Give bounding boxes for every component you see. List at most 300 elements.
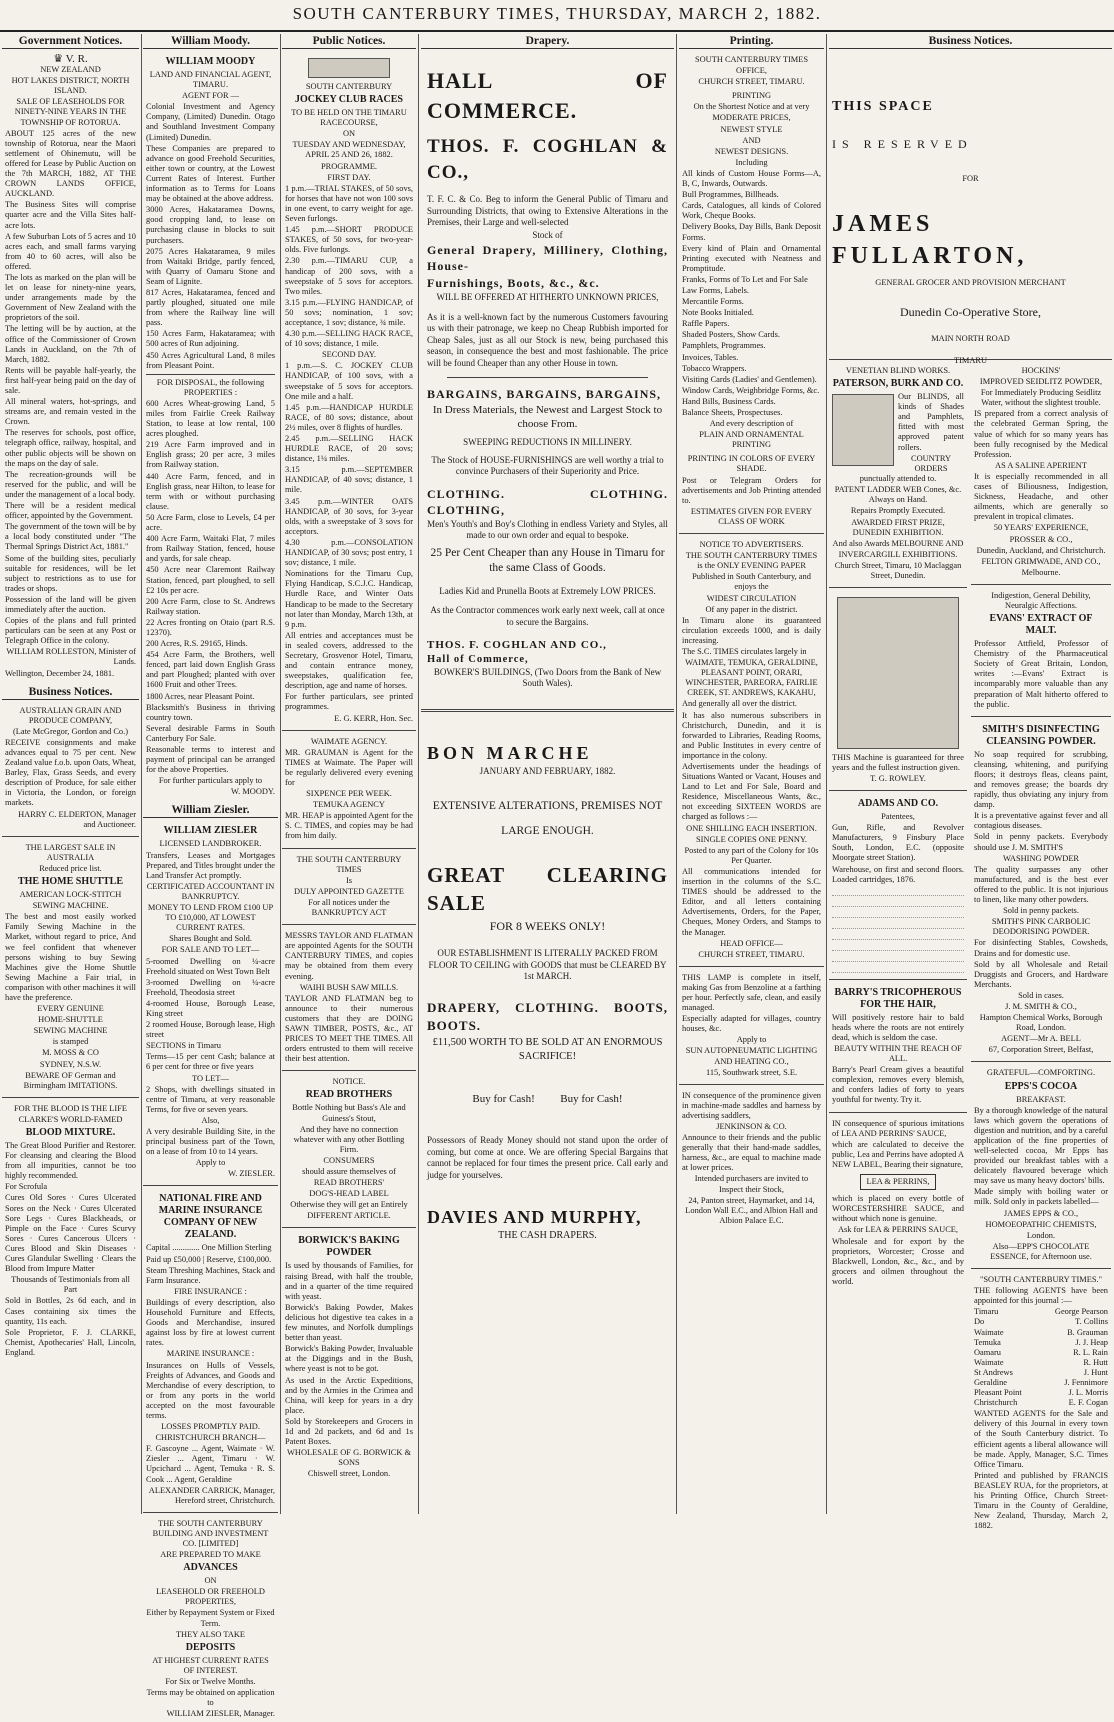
business-subcolumn-left <box>829 363 967 1290</box>
ad-line: TIMARU <box>953 356 988 366</box>
ad-signature: HARRY C. ELDERTON, Manager and Auctioneer. <box>18 809 136 829</box>
epps-cocoa-ad <box>971 1065 1111 1265</box>
ad-signature: THOS. F. COGHLAN AND CO., <box>427 639 607 651</box>
race-entry: 1 p.m.—S. C. JOCKEY CLUB HANDICAP, of 100 sovs, with a sweepstake of 5 sovs for acceptors. One mile and a half. <box>285 361 413 401</box>
printing-service-item: Pamphlets, Programmes. <box>682 341 766 351</box>
ad-body: Barry's Pearl Cream gives a beautiful complexion, removes every blemish, and confers ladies of forty to years youthful for twenty. Try it. <box>832 1065 964 1105</box>
property-listing: 22 Acres fronting on Otaio (part R.S. 12370). <box>146 617 275 637</box>
ad-body: For disinfecting Stables, Cowsheds, Drains and for domestic use. <box>974 938 1108 958</box>
agent-row <box>974 1348 1108 1358</box>
racehorses-illustration <box>308 58 390 78</box>
ad-subheading: FOR SALE AND TO LET— <box>161 945 260 955</box>
column-heading: Public Notices. <box>282 34 416 49</box>
ad-body: Insurances on Hulls of Vessels, Freights of Advances, and Goods and Merchandise of every description, to or from any ports in the world accepted on the most favourable terms. <box>146 1360 275 1420</box>
property-listing: 5-roomed Dwelling on ¼-acre Freehold situated on West Town Belt <box>146 956 275 976</box>
column-heading: Printing. <box>679 34 824 49</box>
ad-line: Church Street, Timaru, 10 Maclaggan Street, Dunedin. <box>834 560 962 580</box>
ad-line: £11,500 WORTH TO BE SOLD AT AN ENORMOUS SACRIFICE! <box>432 1036 663 1062</box>
ad-line: CONSUMERS <box>323 1155 375 1165</box>
ad-line: LOSSES PROMPTLY PAID. <box>161 1422 260 1432</box>
ad-title: ADVANCES <box>183 1562 238 1574</box>
ad-heading: DRAPERY, CLOTHING. BOOTS, BOOTS. <box>427 999 668 1033</box>
ad-body: which are calculated to deceive the public, Lea and Perrins have adopted A NEW LABEL, Bearing their signature, <box>832 1139 964 1169</box>
ad-line: And also Awards MELBOURNE AND INVERCARGILL EXHIBITIONS. <box>832 539 964 559</box>
jockey-club-races-ad <box>282 52 416 727</box>
property-listing: 50 Acre Farm, close to Levels, £4 per acre. <box>146 512 275 533</box>
ad-line: MODERATE PRICES, <box>712 113 791 123</box>
ad-subheading: LAND AND FINANCIAL AGENT, TIMARU. <box>149 70 272 90</box>
circulation-towns: WAIMATE, TEMUKA, GERALDINE, PLEASANT POINT, ORARI, WINCHESTER, PAREORA, FAIRLIE CREEK, ST. ANDREWS, KAKAHU, <box>685 658 818 698</box>
race-entry: 2.45 p.m.—SELLING HACK HURDLE RACE, of 20 sovs; distance, 1¼ miles. <box>285 434 413 464</box>
sewing-machine-illustration <box>837 597 959 749</box>
ad-subheading: FIRST DAY. <box>327 172 371 182</box>
ad-line: is stamped <box>52 1037 89 1047</box>
signature-label <box>860 1174 936 1190</box>
ad-body: Announce to their friends and the public generally that their hand-made saddles, harness, &c., are equal to machine made at lower prices. <box>682 1133 821 1173</box>
printing-service-item: Cards, Catalogues, all kinds of Colored Work, Cheque Books. <box>682 201 821 221</box>
printing-service-item: Window Cards, Weighbridge Forms, &c. <box>682 385 820 395</box>
ad-title: BON MARCHE <box>427 742 593 763</box>
ad-body: RECEIVE consignments and make advances equal to 75 per cent. New Zealand value f.o.b. upon Oats, Wheat, Barley, Flax, Grass Seeds, and every description of Produce, for sale either in Victoria, the London, or foreign markets. <box>5 737 137 808</box>
ad-heading: TEMUKA AGENCY <box>313 800 385 810</box>
ad-body: THIS Machine is guaranteed for three years and the fullest instruction given. <box>832 752 964 772</box>
blood-mixture-ad <box>2 1101 139 1361</box>
printing-service-item: Bull Programmes, Billheads. <box>682 190 779 200</box>
ad-line: IMPROVED SEIDLITZ POWDER, <box>979 377 1103 387</box>
agent-name: George Pearson <box>1054 1307 1108 1317</box>
ad-body: Sold in Bottles, 2s 6d each, and in Cases containing six times the quantity, 11s each. <box>5 1296 136 1326</box>
gazette-notice <box>282 852 416 922</box>
ad-line: Paid up £50,000 | Reserve, £100,000. <box>146 1254 272 1264</box>
ad-line: On the Shortest Notice and at very <box>693 102 810 112</box>
ad-line: Otherwise they will get an Entirely <box>290 1200 408 1210</box>
borwick-baking-powder-ad <box>282 1231 416 1482</box>
race-entry: 1 p.m.—TRIAL STAKES, of 50 sovs, for horses that have not won 100 sovs in one event, to carry weight for age. Seven furlongs. <box>285 183 413 224</box>
ad-line: MONEY TO LEND FROM £100 UP TO £10,000, AT LOWEST CURRENT RATES. <box>147 903 274 933</box>
buy-for-cash-line <box>427 1094 668 1106</box>
ad-line: Thousands of Testimonials from all Part <box>11 1275 130 1295</box>
ad-subheading: LICENSED LANDBROKER. <box>159 839 262 849</box>
ad-body: Especially adapted for villages, country houses, &c. <box>682 1014 821 1034</box>
ad-subheading: Reduced price list. <box>39 863 102 873</box>
ad-line: FELTON GRIMWADE, AND CO., <box>981 556 1101 566</box>
ad-subheading: (Late McGregor, Gordon and Co.) <box>12 726 129 736</box>
notice-paragraph: All mineral waters, hot-springs, and streams are, and remain vested in the Crown. <box>5 397 136 427</box>
ad-line: NEWEST DESIGNS. <box>714 146 789 156</box>
hall-of-commerce-ad <box>421 52 674 695</box>
bon-marche-ad <box>421 715 674 1247</box>
ad-body: Advertisements under the headings of Situations Wanted or Vacant, Houses and Land to Let and For Sale, Board and Residence, Miscellaneous Wants, &c., not exceeding SIXTEEN WORDS are charged as follows :— <box>682 762 821 822</box>
printing-service-item: Balance Sheets, Prospectuses. <box>682 408 783 417</box>
ad-signature: W. ZIESLER. <box>228 1169 275 1179</box>
ad-line: HEAD OFFICE— <box>720 938 783 948</box>
ad-body: Professor Attfield, Professor of Chemistry of the Pharmaceutical Society of Great Britain, London, writes :—Evans' Extract is incomparably more valuable than any preparation of Malt hitherto offered to the public. <box>974 639 1108 709</box>
ad-line: FOR <box>962 174 979 183</box>
ad-heading: NOTICE. <box>332 1077 366 1087</box>
ad-line: WIDEST CIRCULATION <box>706 593 797 603</box>
printing-service-item: Delivery Books, Day Bills, Bank Deposit Forms. <box>682 222 821 242</box>
ad-title: THE HOME SHUTTLE <box>17 876 124 888</box>
notice-paragraph: The reserves for schools, post office, telegraph office, railway, hospital, and other public objects will be shown on the maps on the day of sale. <box>5 428 136 468</box>
column-rule <box>141 34 142 1514</box>
ad-body: MR. HEAP is appointed Agent for the S. C. TIMES, and copies may be had from him daily. <box>285 811 413 841</box>
ad-body: In Timaru alone its guaranteed circulation exceeds 1000, and is daily increasing. <box>682 615 821 645</box>
ad-signature: ALEXANDER CARRICK, Manager, Hereford street, Christchurch. <box>148 1485 275 1505</box>
home-shuttle-ad <box>2 840 139 1094</box>
ad-line: BREAKFAST. <box>1016 1094 1066 1104</box>
ad-line: THE CASH DRAPERS. <box>498 1230 597 1241</box>
ad-line: For all notices under the BANKRUPTCY ACT <box>308 897 390 918</box>
sewing-machine-ad <box>829 591 967 787</box>
ad-line: DIFFERENT ARTICLE. <box>307 1211 391 1221</box>
ad-title: READ BROTHERS <box>305 1089 393 1101</box>
notice-paragraph: The Business Sites will comprise quarter acre and the Villa Sites half-acre lots. <box>5 200 136 230</box>
ad-body: For further particulars, see printed programmes. <box>285 692 413 712</box>
race-entry: 3.45 p.m.—WINTER OATS HANDICAP, of 30 sovs, for 3-year olds, with a sweepstake of 3 sovs for acceptors. <box>285 496 413 536</box>
ad-line: AT HIGHEST CURRENT RATES OF INTEREST. <box>152 1655 269 1675</box>
ad-line: LEA & PERRINS, <box>866 1177 930 1187</box>
ad-line: Buy for Cash! <box>560 1092 623 1105</box>
ad-signature: E. G. KERR, Hon. Sec. <box>334 713 413 723</box>
notice-paragraph: The recreation-grounds will be reserved for the public, and will be under the management of a local body. <box>5 469 136 499</box>
ad-heading: AUSTRALIAN GRAIN AND PRODUCE COMPANY, <box>19 705 122 725</box>
column-heading: Business Notices. <box>829 34 1112 49</box>
taylor-flatman-notice <box>282 928 416 1067</box>
ad-line: SMITH'S PINK CARBOLIC DEODORISING POWDER. <box>991 917 1091 937</box>
agents-list-notice <box>971 1272 1111 1534</box>
ad-line: 115, Southwark street, S.E. <box>705 1067 798 1077</box>
ad-line: BEWARE OF German and Birmingham IMITATIONS. <box>23 1070 118 1090</box>
notice-paragraph: Some of the building sites, peculiarly suitable for residences, will be let subject to restrictions as to use for trades or shops. <box>5 553 136 593</box>
race-entry: 4.30 p.m.—SELLING HACK RACE, of 10 sovs; distance, 1 mile. <box>285 329 413 349</box>
ad-heading: BARGAINS, BARGAINS, BARGAINS, <box>427 387 662 401</box>
property-listing: 200 Acres, R.S. 29165, Hinds. <box>146 639 248 649</box>
notice-paragraph: ABOUT 125 acres of the new township of Rotorua, near the Maori settlement of Ohinemutu, will be offered for Lease by Public Auction on the 7th MARCH, 1882, AT THE CROWN LANDS OFFICE, AUCKLAND. <box>5 128 136 199</box>
ad-body: IN consequence of the prominence given in machine-made saddles and harness by advertising saddlers, <box>682 1090 821 1120</box>
property-listing: 2 Shops, with dwellings situated in centre of Timaru, at very reasonable Terms, for five or seven years. <box>146 1084 275 1114</box>
ad-body: The S.C. TIMES circulates largely in <box>682 646 807 656</box>
ad-body: Transfers, Leases and Mortgages Prepared, and Titles brought under the Land Transfer Act promptly. <box>146 850 275 880</box>
ad-title: SMITH'S DISINFECTING CLEANSING POWDER. <box>982 723 1100 747</box>
ad-title: NATIONAL FIRE AND MARINE INSURANCE COMPANY OF NEW ZEALAND. <box>158 1193 263 1241</box>
ad-body: The quality surpasses any other manufactured, and is the best ever offered to the public. It is not injurious to linen, like many other powders. <box>974 864 1108 905</box>
ad-body: Sold by Storekeepers and Grocers in 1d and 2d packets, and 6d and 1s Patent Boxes. <box>285 1416 413 1447</box>
race-entry: 3.15 p.m.—SEPTEMBER HANDICAP, of 40 sovs; distance, 1 mile. <box>285 465 413 495</box>
printing-service-item: All kinds of Custom House Forms—A, B, C, Inwards, Outwards. <box>682 168 821 189</box>
fire-marine-insurance-ad <box>143 1189 278 1508</box>
ad-line: M. MOSS & CO <box>42 1048 99 1058</box>
ad-line: THIS SPACE <box>832 99 934 114</box>
ad-body: By a thorough knowledge of the natural laws which govern the operations of digestion and nutrition, and by a careful application of the fine properties of well-selected cocoa, Mr Epps has provided our breakfast tables with a delicately flavoured beverage which may save us many heavy doctors' bills. <box>974 1105 1108 1186</box>
ad-line: Indigestion, General Debility, Neuralgic Affections. <box>991 590 1091 610</box>
agent-name: B. Grauman <box>1067 1327 1108 1337</box>
agent-town: Christchurch <box>974 1398 1018 1408</box>
firm-name: JAMES FULLARTON, <box>832 211 1028 270</box>
column-business-notices <box>829 34 1112 1531</box>
ad-body: which is placed on every bottle of WORCESTERSHIRE SAUCE, and without which none is genuine. <box>832 1194 964 1224</box>
printing-service-item: Hand Bills, Business Cards. <box>682 396 776 406</box>
ad-line: Chiswell street, London. <box>307 1469 391 1479</box>
agent-row <box>974 1358 1108 1368</box>
ad-line: WHOLESALE OF G. BORWICK & SONS <box>287 1448 411 1468</box>
ad-line: FOR 8 WEEKS ONLY! <box>489 919 606 933</box>
ad-line: Including <box>735 157 768 167</box>
royal-crest <box>5 54 136 64</box>
notice-country: NEW ZEALAND <box>40 65 101 75</box>
waimate-agency-notice <box>282 734 416 845</box>
agent-row <box>974 1307 1108 1317</box>
ad-line: EVERY GENUINE <box>37 1004 104 1014</box>
ad-title: EPPS'S COCOA <box>1004 1080 1078 1092</box>
ad-body: T. F. C. & Co. Beg to inform the General Public of Timaru and Surrounding Districts, that owing to Extensive Alterations in the Premises, their Large and well-selected <box>427 194 668 227</box>
ad-heading: WAIMATE AGENCY. <box>310 736 388 746</box>
agent-name: R. Hutt <box>1083 1357 1108 1367</box>
jenkinson-saddlery-ad <box>679 1088 824 1229</box>
agent-row <box>974 1328 1108 1338</box>
notice-paragraph: The government of the town will be by a local body constituted under "The Thermal Springs District Act, 1881." <box>5 522 136 552</box>
ad-line: NEWEST STYLE <box>720 124 783 134</box>
ad-line: LEASEHOLD OR FREEHOLD PROPERTIES, <box>156 1587 265 1607</box>
ad-signature: Sole Proprietor, F. J. CLARKE, Chemist, Apothecaries' Hall, Lincoln, England. <box>5 1327 136 1357</box>
ad-body: Men's Youth's and Boy's Clothing in endless Variety and Styles, all made to our own order and equal to bespoke. <box>427 518 668 540</box>
ad-line: CERTIFICATED ACCOUNTANT IN BANKRUPTCY. <box>146 881 275 901</box>
ad-body: MR. GRAUMAN is Agent for the TIMES at Waimate. The Paper will be regularly delivered every evening for <box>285 747 413 787</box>
ad-line: London. <box>1026 1230 1056 1240</box>
ad-body: Reasonable terms to interest and payment of principal can be arranged for the above Properties. <box>146 745 275 775</box>
ad-body: IS prepared from a correct analysis of the celebrated German Spring, the value of which for so many years has been fully recognised by the Medical Profession. <box>974 409 1108 459</box>
ad-line: PROSSER & CO., <box>1009 534 1073 544</box>
hockins-seidlitz-ad <box>971 363 1111 581</box>
ad-line: GENERAL GROCER AND PROVISION MERCHANT <box>875 278 1066 288</box>
printing-service-item: Every kind of Plain and Ornamental Printing executed with Neatness and Promptitude. <box>682 243 821 273</box>
ad-line: Sold in penny packets. <box>1003 906 1079 916</box>
ad-body: MESSRS TAYLOR AND FLATMAN are appointed Agents for the SOUTH CANTERBURY TIMES, and copies may be obtained from them every evening. <box>285 931 414 981</box>
column-heading: Drapery. <box>421 34 674 49</box>
ad-line: SUN AUTOPNEUMATIC LIGHTING AND HEATING CO., <box>685 1046 818 1066</box>
ad-line: PRINTING <box>731 91 772 101</box>
evans-malt-ad <box>971 588 1111 713</box>
column-public-notices <box>282 34 416 1514</box>
ad-body: As it is a well-known fact by the numerous Customers favouring us with their patronage, we keep no Cheap Rubbish imported for Cheap Sales, just as all our Stock is new, being purchased this season, in consequence the best and most fashionable. The price will be found Cheaper than any other House in town. <box>427 311 668 368</box>
printing-service-item: Visiting Cards (Ladies' and Gentlemen). <box>682 374 817 384</box>
ad-body: OUR ESTABLISHMENT IS LITERALLY PACKED FROM FLOOR TO CEILING with GOODS that must be CLEARED BY 1st MARCH. <box>428 948 667 981</box>
printing-office-ad <box>679 52 824 530</box>
ad-line: WILL BE OFFERED AT HITHERTO UNKNOWN PRICES, <box>436 292 659 302</box>
ad-body: It has also numerous subscribers in Christchurch, Dunedin, and it is forwarded to Libraries, Reading Rooms, and Public Institutes in every centre of importance in the colony. <box>682 710 821 760</box>
ad-line: LARGE ENOUGH. <box>501 825 594 837</box>
ad-line: DOG'S-HEAD LABEL <box>309 1189 389 1199</box>
ad-line: AWARDED FIRST PRIZE, DUNEDIN EXHIBITION. <box>851 518 945 538</box>
column-rule <box>280 34 281 1514</box>
ad-body: IN consequence of spurious imitations of LEA AND PERRINS' SAUCE, <box>832 1118 964 1138</box>
ad-line: Published in South Canterbury, and enjoys the <box>692 572 811 592</box>
printing-service-item: Raffle Papers. <box>682 319 730 329</box>
read-brothers-notice <box>282 1074 416 1224</box>
ad-heading: SOUTH CANTERBURY TIMES <box>694 55 809 64</box>
imprint: Printed and published by FRANCIS BEASLEY RUA, for the proprietors, at his Printing Office, Church Street-Timaru in the County of Geraldine, New Zealand, Thursday, March 2, 1882. <box>974 1470 1108 1531</box>
property-listing: 3-roomed Dwelling on ¼-acre Freehold, Theodosia street <box>146 977 275 997</box>
ad-body: Terms—15 per cent Cash; balance at 6 per cent for three or five years <box>146 1052 275 1072</box>
rotorua-lease-notice <box>2 52 139 682</box>
masthead-rule <box>0 30 1114 32</box>
ad-line: Also—EPP'S CHOCOLATE ESSENCE, for Afternoon use. <box>990 1241 1092 1261</box>
agent-row <box>974 1398 1108 1408</box>
agent-name: E. F. Cogan <box>1068 1398 1108 1408</box>
notice-date: Wellington, December 24, 1881. <box>5 668 115 678</box>
barrys-tricopherous-ad <box>829 983 967 1109</box>
property-listing: 454 Acre Farm, the Brothers, well fenced, part laid down English Grass and part Ploughed; planted with over 1600 Fruit and other Trees. <box>146 650 275 690</box>
ad-title: DEPOSITS <box>185 1641 236 1653</box>
ad-body: Buildings of every description, also Household Furniture and Effects, Goods and Merchandise, insured against loss by fire at lowest current rates. <box>146 1297 275 1348</box>
ad-line: Shares Bought and Sold. <box>169 934 252 944</box>
ad-line: ESTIMATES GIVEN FOR EVERY CLASS OF WORK <box>690 506 813 526</box>
ad-line: CHURCH STREET, TIMARU. <box>698 949 805 959</box>
agent-town: Geraldine <box>974 1377 1008 1387</box>
ad-heading: WAIHI BUSH SAW MILLS. <box>299 982 399 992</box>
property-listing: 400 Acre Farm, Waitaki Flat, 7 miles from Railway Station, fenced, house and yards, for sale cheap. <box>146 534 275 564</box>
ad-title: EVANS' EXTRACT OF MALT. <box>989 613 1093 637</box>
agent-name: J. Hunt <box>1083 1367 1108 1377</box>
agent-row <box>974 1368 1108 1378</box>
ad-line: 25 Per Cent Cheaper than any House in Timaru for the same Class of Goods. <box>430 546 665 574</box>
ad-title: BLOOD MIXTURE. <box>25 1127 116 1138</box>
ad-subheading: SECOND DAY. <box>322 350 376 360</box>
ad-line: Patentees, <box>881 812 915 822</box>
property-listing: Several desirable Farms in South Canterbury For Sale. <box>146 723 275 743</box>
property-listing: 2075 Acres Hakataramea, 9 miles from Waitaki Bridge, partly fenced, with Quarry of Oamaru Stone and Seam of Lignite. <box>146 246 275 286</box>
ad-signature: T. G. ROWLEY. <box>870 773 926 783</box>
ad-subheading: PROGRAMME. <box>320 161 378 171</box>
ad-body: The Great Blood Purifier and Restorer. For cleansing and clearing the Blood from all impurities, cannot be too highly recommended. <box>5 1141 136 1181</box>
ad-line: For Scrofula <box>5 1182 48 1192</box>
notice-paragraph: Rents will be payable half-yearly, the first half-year being paid on the day of sale. <box>5 365 136 395</box>
notice-paragraph: Possession of the land will be given immediately after the auction. <box>5 594 136 614</box>
ad-line: J. M. SMITH & CO., <box>1005 1001 1077 1011</box>
ad-signature: Hall of Commerce, <box>427 654 529 665</box>
moody-land-agent-ad <box>143 52 278 800</box>
sun-lamp-ad <box>679 970 824 1081</box>
ad-line: 50 YEARS' EXPERIENCE, <box>993 523 1089 533</box>
ad-title: JOCKEY CLUB RACES <box>295 94 403 106</box>
ad-heading: General Drapery, Millinery, Clothing, House- <box>427 243 668 273</box>
fullarton-reserved-space <box>829 52 1112 366</box>
ad-line: Either by Repayment System or Fixed Term. <box>146 1608 275 1628</box>
ad-line: ON <box>342 129 356 139</box>
property-listing: 2 roomed House, Borough lease, High street <box>146 1020 275 1040</box>
column-heading: William Moody. <box>143 34 278 49</box>
ad-line: For further particulars apply to <box>158 776 263 786</box>
agent-row <box>974 1378 1108 1388</box>
agent-name: J. J. Heap <box>1075 1337 1108 1347</box>
ad-body: Cures Old Sores · Cures Ulcerated Sores on the Neck · Cures Ulcerated Sore Legs · Cures Blackheads, or Pimple on the Face · Cures Scurvy Sores · Cures Cancerous Ulcers · Cures Blood and Skin Diseases · Cures Glandular Swelling · Clears the Blood from Impure Matter <box>5 1193 136 1274</box>
ad-line: And every description of <box>709 419 794 429</box>
printing-service-item: Shaded Posters, Show Cards. <box>682 330 780 340</box>
property-listing: 440 Acre Farm, fenced, and in English grass, near Hilton, to lease for term with or without purchasing clause. <box>146 471 275 511</box>
ad-title: BORWICK'S BAKING POWDER <box>298 1235 400 1259</box>
column-drapery <box>421 34 674 1514</box>
column-rule <box>676 34 677 1514</box>
ad-line: THEY ALSO TAKE <box>175 1629 246 1639</box>
agent-town: Temuka <box>974 1337 1001 1347</box>
ad-body: It is especially recommended in all cases of Biliousness, Indigestion, Sickness, Headache, and other ailments, which are generally so prevalent in tropical climates. <box>974 471 1108 522</box>
ad-line: Capital ............. One Million Sterling <box>146 1243 272 1253</box>
ad-body: Borwick's Baking Powder, Invaluable at the Diggings and in the Bush, where yeast is not to be got. <box>285 1344 413 1374</box>
ad-line: Bottle Nothing but Bass's Ale and Guiness's Stout, <box>292 1103 406 1123</box>
ad-title: WILLIAM MOODY <box>165 56 256 67</box>
ad-line: For Six or Twelve Months. <box>165 1676 256 1686</box>
ad-line: Buy for Cash! <box>472 1092 535 1105</box>
ad-line: Apply to <box>736 1035 767 1045</box>
ad-heading: CLOTHING. CLOTHING. CLOTHING, <box>427 486 668 517</box>
ad-line: JENKINSON & CO. <box>716 1122 787 1131</box>
ad-body: Sold by all Wholesale and Retail Druggists and Grocers, and Hardware Merchants. <box>974 959 1108 989</box>
ad-line: BEAUTY WITHIN THE REACH OF ALL. <box>834 1044 962 1064</box>
ad-line: JANUARY AND FEBRUARY, 1882. <box>479 765 616 776</box>
venetian-blinds-ad <box>829 363 967 584</box>
ad-body: No soap required for scrubbing, cleansing, whitening, and purifying floors; it destroys fleas, cleans paint, and removes grease; the boards dry rapidly, thus obviating any injury from damp. <box>974 749 1108 810</box>
notice-paragraph: The lots as marked on the plan will be let on lease for ninety-nine years, under arrangements made by the Government of New Zealand with the proprietors of the soil. <box>5 272 136 323</box>
ad-title: BARRY'S TRICOPHEROUS FOR THE HAIR, <box>834 986 962 1010</box>
ad-line: Stock of <box>532 229 563 240</box>
ad-body: And generally all over the district. <box>682 699 797 709</box>
race-entry: 3.15 p.m.—FLYING HANDICAP, of 50 sovs; nomination, 1 sov; acceptance, 1 sov; distance, ¾ mile. <box>285 297 413 327</box>
ad-heading: VENETIAN BLIND WORKS. <box>845 366 951 375</box>
adams-guns-ad <box>829 794 967 976</box>
ad-line: ON <box>204 1576 217 1586</box>
ad-body: The best and most easily worked Family Sewing Machine in the Market, without regard to price, And we feel confident that whenever persons wishing to buy Sewing Machines give the Home Shuttle Sewing Machine a Fair trial, in comparison with other machines it will have the preference. <box>5 912 136 1002</box>
ad-line: Posted to any part of the Colony for 10s Per Quarter. <box>684 845 819 865</box>
ad-line: HOMOEOPATHIC CHEMISTS, <box>985 1219 1097 1229</box>
ad-title: WILLIAM ZIESLER <box>163 825 258 837</box>
property-listing: 3000 Acres, Hakataramea Downs, good cropping land, to lease on purchasing clause in blocks to suit purchasers. <box>146 205 275 245</box>
printing-service-item: Note Books Initialed. <box>682 308 754 318</box>
ad-body: Sold in penny packets. Everybody should use J. M. SMITH'S <box>974 832 1108 852</box>
property-listing: 1800 Acres, near Pleasant Point. <box>146 691 255 701</box>
firm-name: THOS. F. COGHLAN & CO., <box>427 136 668 183</box>
race-entry: 1.45 p.m.—SHORT PRODUCE STAKES, of 50 sovs, for two-year-olds. Five furlongs. <box>285 225 413 255</box>
property-listing: 219 Acre Farm improved and in English grass; 20 per acre, 3 miles from Railway station. <box>146 440 275 470</box>
column-william-moody <box>143 34 278 1719</box>
printing-service-item: Franks, Forms of To Let and For Sale <box>682 274 808 284</box>
ad-line: ARE PREPARED TO MAKE <box>160 1550 261 1560</box>
ad-line: Apply to <box>195 1158 226 1168</box>
building-investment-ad <box>143 1516 278 1722</box>
ad-signature: W. MOODY. <box>231 787 275 797</box>
ad-line: EXTENSIVE ALTERATIONS, PREMISES NOT <box>432 800 663 812</box>
ad-line: 67, Corporation Street, Belfast, <box>988 1045 1094 1055</box>
ad-body: All entries and acceptances must be in sealed covers, addressed to the Secretary, Grosvenor Hotel, Timaru, and contain entrance money, sweepstakes, qualification fee, description, age and name of horses. <box>285 630 413 691</box>
ad-subheading: MARINE INSURANCE : <box>166 1349 255 1359</box>
agents-list: F. Gascoyne ... Agent, Waimate · W. Ziesler ... Agent, Timaru · W. Upcichard ... Agent, Temuka · R. S. Cook ... Agent, Geraldine <box>146 1444 275 1484</box>
ad-body: THIS LAMP is complete in itself, making Gas from Benzoline at a farthing per hour. Perfectly safe, clean, and easily managed. <box>682 972 821 1013</box>
printing-service-item: Invoices, Tables. <box>682 352 739 362</box>
agents-table <box>974 1307 1108 1408</box>
ad-body: All communications intended for insertion in the columns of the S.C. TIMES should be addressed to the Editor, and all letters containing Advertisements, Orders, for the Paper, Cheques, Money Orders, and Stamps to the Manager. <box>682 866 821 937</box>
ad-heading: Furnishings, Boots, &c., &c. <box>427 276 600 290</box>
agent-row <box>974 1388 1108 1398</box>
ad-line: THE SOUTH CANTERBURY TIMES is the ONLY EVENING PAPER <box>685 551 818 571</box>
ad-line: MAIN NORTH ROAD <box>931 334 1010 344</box>
ad-line: In Dress Materials, the Newest and Largest Stock to choose From. <box>432 404 663 430</box>
masthead: SOUTH CANTERBURY TIMES, THURSDAY, MARCH 2, 1882. <box>292 4 822 23</box>
ad-subheading: SEWING MACHINE. <box>32 901 109 911</box>
property-listing: 817 Acres, Hakataramea, fenced and partly ploughed, situated one mile from where the Railway line will pass. <box>146 287 275 328</box>
agent-town: Pleasant Point <box>974 1388 1022 1398</box>
ad-body: Is used by thousands of Families, for raising Bread, with half the trouble, and in a quarter of the time required with yeast. <box>285 1261 413 1301</box>
column-heading: Government Notices. <box>2 34 139 49</box>
ad-line: SECTIONS in Timaru <box>146 1041 221 1051</box>
property-listing: 200 Acre Farm, close to St. Andrews Railway station. <box>146 596 275 616</box>
